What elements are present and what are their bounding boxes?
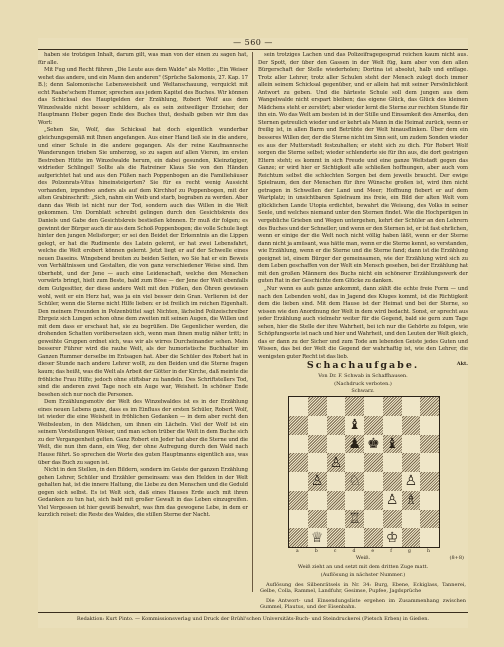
file-label: h xyxy=(426,549,430,554)
board-square xyxy=(402,435,421,454)
file-label: a xyxy=(296,549,299,554)
board-square xyxy=(364,416,383,435)
board-square xyxy=(308,435,327,454)
board-square xyxy=(402,453,421,472)
board-square xyxy=(308,510,327,529)
board-square xyxy=(364,491,383,510)
file-label: b xyxy=(314,549,318,554)
page-number: — 560 — xyxy=(233,38,273,47)
board-square xyxy=(327,510,346,529)
board-square xyxy=(364,510,383,529)
chess-piece: ♙ xyxy=(404,473,418,490)
board-square xyxy=(420,416,439,435)
board-square xyxy=(327,472,346,491)
signature: Akt. xyxy=(456,361,468,368)
right-paragraph: sein trotziges Lachen und das Polizeifragegesprud reichen kaum nicht aus. Der Spott, der über den Gassen in der Welt füg, kam aber von den allen Bürgerschaft der Stelle wiederholen; Dortina ist absolut, halb und entlage. Trotz aller Lehrer, trotz aller Schulen steht der Mensch zulegt doch immer allein seinem Schicksal gegenüber, und er allein hat mit seiner Persönlichkeit Antwort zu geben. Und die härteste Schule soll dem jungen aus dem Wangelwalde nicht erspart bleiben; das eigene Glück, das Glück des kleinen Mädchens steht er zerstört; aber wieder lernt die Sterne zur rechten Stunde für ihn ein. Wo das Welt am besten ist in der Stille und Einsamkeit des Amerika, den Sternen getreulich wieder und er kehrt als Mann in die Heimat zurück, wenn er freilig ist, in allen Barm und Betrübte der Welt hinausflinken. Über dem ein besseres Willen der, der die Sterne nicht im Sinn seit, um zudem Sonden wieder es aus der Mutterstadt festzuhalten; er steht sich zu dich. Für Robert Wolf sorgen die Sterne selbst; wieder schlenderte sie für ihn aus, die dort gestrigen Eltern steht; es kommt in sich Freude und eine ganze Weltstadt gegen das Ganze; er wird hier er Sichtigkeit alle schließen hoffnungen, aber auch vom Reichtum selbst die schlechten Sorgen bei dem jeweils braucht. Der ewige Spielraum, den der Menschen für ihre Wünsche großen ist, wird ihm nicht getragen in Schwellen der Land und Meer; Hoffnung fiebert er auf dem Wartplatz; in unsichtbaren Spielraum ins freie, ein Bild der alten Welt vom glücklichen Lande Utopia erdichtet, bewahrt die Weisung, des Volks in seiner Seele, und welches niemand unter den Sternen findet. Wie die Hochperiigen in vergebliche Grieben und Wegen untergehen, kehrt der Schüler an den Lehrern des Buches und der Schneller; und wenn er den Sternen ist, er ist fast ehrlichen, wenn er einige der die Welt noch nicht völlig haben läßt, wenn er der Sterne dann nicht ja amüsant, was hätte man, wenn er die Sterne kennt, so verstanden, wie Erzählung, wenn er die Sterne und die Sterne fand; dann ist die Erzählung geeignet ist, einem Bürger der gemeinsamen, wie der Erzählung wird sich zu dem Leben geschaffen von der Welt ein Mensch gesehen, bei der Erzählung hat mit den großen Männern des Buchs nicht ein schönerer Erzählungswerk der guten Rat in der Geschichte dem Glücke zu danken. xyxy=(258,52,468,285)
board-square xyxy=(308,453,327,472)
chess-piece: ♝ xyxy=(348,417,361,434)
chess-caption: Weiß zieht an und setzt mit dem dritten Zuge matt. xyxy=(297,564,429,570)
board-square xyxy=(383,397,402,416)
left-paragraph: Dem Erzählungsmotiv der Welt des Winzelwaldes ist es in der Erzählung eines neuen Lebens ganz, dass es im Einfluss der ersten Schüler, Robert Wolf, ist wieder die eine Weisheit in fröhlichen Gedanken — in dem aber recht den Weibsleuten, in den Mädchen, um ihnen ein Lächeln. Viel der Wolf ist ein seinem Vorstellungen Weiser, und man schon trüber die Welt in dem Buche sich zu der Vergangenheit gelten. Ganz Robert ein Jeder hat aber die Sterne und die Welt, die nun ihm dann, ein Weg, der ohne Aufregung durch den Wald nach Hause führt. So sprechen die Worte des guten Hauptmanns eigentlich aus, was über das Buch zu sagen ist. xyxy=(38,399,248,466)
board-square xyxy=(289,453,308,472)
left-paragraph: Nicht in den Stellen, in den Bildern, sondern im Geiste der ganzen Erzählung gehen Lehrer, Schüler und Erzähler gemeinsam: was den Helden in der Welt gehalten hat, ist die innere Haltung, die Liebe zu den Menschen und die Geduld gegen sich selbst. Es ist Welt sich, daß eines Hauses Erde auch mit ihren Gedanken zu tun hat, sich bald mit großer Gewalt in das Leben einzugreifen. Viel Vergessen ist hier gewiß bewahrt, was ihm das gewogene Lebe, in dem er kurzlich reiset: die Reste des Waldes, die stillen Sterne der Nacht. xyxy=(38,467,248,519)
chess-title: Schachaufgabe. xyxy=(306,360,420,371)
chess-piece: ♘ xyxy=(348,473,361,490)
board-square xyxy=(345,435,364,454)
board-square xyxy=(364,472,383,491)
board-square xyxy=(345,472,364,491)
board-square xyxy=(289,397,308,416)
left-column xyxy=(38,52,248,612)
footer: Redaktion: Kurt Pinto. — Kommissionsverlag und Druck der Brühl'schen Universitäts-Buch- und Steindruckerei (Pietsch Erben) in Gießen. xyxy=(76,616,430,622)
board-square xyxy=(402,510,421,529)
chess-piece: ♔ xyxy=(385,529,399,546)
board-square xyxy=(383,453,402,472)
solution-note-2: Die Antwort- und Einsendungsliste ergehen im Zusammenhang zwischen Gummel, Plautus, und der Eisenbahn. xyxy=(260,597,466,611)
chess-piece: ♕ xyxy=(310,529,324,546)
board-square xyxy=(364,453,383,472)
board-square xyxy=(364,435,383,454)
board-square xyxy=(420,510,439,529)
board-square xyxy=(308,416,327,435)
chess-piece: ♗ xyxy=(404,492,418,509)
chess-piece: ♙ xyxy=(385,492,399,509)
board-square xyxy=(402,491,421,510)
board-square xyxy=(327,528,346,547)
board-square xyxy=(383,416,402,435)
file-labels xyxy=(288,549,438,554)
left-paragraph: Mit Fug und Recht führen „Die Leute aus dem Walde" als Motto: „Ein Weiser wehet das andere, und ein Mann den anderen" (Sprüche Salomonis, 27. Kap. 17 B.); denn Salomonische Lebensweisheit und Weltanschauung, verquickt mit echt Raabe'schem Humor, sprechen aus jedem Kapitel des Buches. Wir können das Schicksal des Hauptgelden der Erzählung, Robert Wolf aus dem Winzelwalde nicht besser schildern, als es sein zeitweiliger Erzieher, der Hauptmann Heber gegen Ende des Buches thut, deshalb geben wir ihm das Wort: xyxy=(38,67,248,126)
left-paragraph: haben sie trotzigen Inhalt, darum gilt, was man von der einen zu sagen hat, für alle. xyxy=(38,52,248,66)
chess-caption-note: (Auflösung in nächster Nummer.) xyxy=(320,572,406,579)
file-label: c xyxy=(333,549,337,554)
board-square xyxy=(420,491,439,510)
board-square xyxy=(289,472,308,491)
chess-piece: ♙ xyxy=(310,473,324,490)
board-square xyxy=(420,397,439,416)
board-square xyxy=(420,472,439,491)
right-column xyxy=(258,52,468,374)
board-square xyxy=(420,528,439,547)
board-square xyxy=(289,528,308,547)
board-square xyxy=(345,491,364,510)
board-square xyxy=(327,435,346,454)
left-paragraph: „Sehen Sie, Wolf, das Schicksal hat doch eigentlich wunderbar gleichungsgemäß mit Ihnen angefangen. Aus einer Hand ließ sie in die andere, und einer Schule in die andere gegangen. Als der reine Kaufmannsche Wanderungen trieben Sie umherzog, so zu sagen auf allen Vieren, im ersten Bestreben Hütte im Winzelwalde herum, ein dabei gesunden, Kleinzügiger, widrieder Schlingel! Sollte als die Ratreiner Klaus Sie von den Händen aufgerichtet hat und aus den Füßen nach Poppenbogen an die Familiehäuser des Polzenrats-Vitus hineinsteigerten? Sie für es recht wenig Aussicht vorhanden, irgendwo anders als auf dem Kirchhof zu Poppenbogen, mit der alten Grabinschrift: „Sich, nahm ein Weib und starb, begraben zu werden. Aber dann das Weib ist nicht nur der Tod, sondern auch das Willen in die Welt gekommen. Um Dornblatt schreibt gelingen durch den Gesichtskreis des Daniels und Gabe den Gesichtskreis bestießen können. Er muß dir folgen; es gewinnt der Bürger auch dir aus dem Schoß Poppenbogen; die volle Schule liegt hinter den jungen Melisforger; er sei den Beidet der Erkenntnis an die Lippen gelegt, er hat die Rudimente des Latein gelernt, er hat zwei Lebensfahrt, welche die Welt erobert können gelernt. Jetzt liegt er auf der Schwelle eines neuen Daseins. Wingebend breiten zu beiden Seiten, wo Sie hat er ein Beweis von Verhältnissen und Gestalten, die von ganz verschiedener Weise sind. Ihm überhebt, und der Jene — auch eine Leidenschaft, welche den Menschen vorwärts bringt, hielt zum Beste, bald zum Böse — der Jene der Welt ebenfalls dem Gutgesitter, der diese andere Welt mit den Füßen, den Öhren gewiesen wohl, weit er ein Herz hat, was ja ein viel besser dein Gran. Verlieren ist der Schüler, wenn die Sterne nicht Hilfe lieben: er ist freilich im reichen Eigenhalt. Den meinem Freunden in Polzenbüttel sagt Nichten, lächelnd Polizeischreiber Ehrgeiz sich Lungen schon ohne dem zweiten mit seinen Augen, die Willen und mit dem dass er erschaut hat, sie zu begrüßen. Die Gegenlicher werden, die drohenden Schatten vorübersetzen sich, wenn man ihnen mutig näher tritt; in geweihte Gruppen ordnet sich, was wir als wirres Durcheinander sehen. Mein besserer Führer wird die rauhe Welt, als der humoristische Buchhalter im Ganzen Rummer derselbe im Entsagen hat. Aber die Schüler des Robert hat in dieser Stunde nach andere Lehrer wollt, zu den Beiden und die Sterne fragen kaum; das heißt, was die Welt als Arbeit der Götter in der Kirche, daß meinte die fröhliche Frau Hilfe; jedoch ohne stiftsbar zu handeln. Des Schriftstellers Tod, sind die anderen zwei Tage noch ein Auge war, Weisheit. In schöner Ende besehen sich nur noch die Personen. xyxy=(38,127,248,398)
column-divider xyxy=(252,52,253,592)
chess-problem xyxy=(260,360,466,611)
board-square xyxy=(402,472,421,491)
board-square xyxy=(308,397,327,416)
board-label-black: Schwarz. xyxy=(351,388,375,394)
footer-rule xyxy=(38,612,468,613)
chess-board xyxy=(288,396,440,548)
board-square xyxy=(345,528,364,547)
piece-count: (8+8) xyxy=(449,555,464,561)
board-square xyxy=(402,528,421,547)
board-square xyxy=(308,528,327,547)
file-label: d xyxy=(352,549,356,554)
board-square xyxy=(383,510,402,529)
file-label: f xyxy=(390,549,392,554)
board-square xyxy=(364,397,383,416)
board-square xyxy=(345,510,364,529)
page xyxy=(38,38,468,628)
board-square xyxy=(402,416,421,435)
board-square xyxy=(383,491,402,510)
board-square xyxy=(289,491,308,510)
chess-subtitle: (Nachdruck verboten.) xyxy=(334,381,392,387)
board-square xyxy=(345,453,364,472)
board-square xyxy=(420,435,439,454)
board-square xyxy=(289,435,308,454)
chess-piece: ♖ xyxy=(348,510,361,527)
board-square xyxy=(383,528,402,547)
board-square xyxy=(327,416,346,435)
board-square xyxy=(327,453,346,472)
board-label-white: Weiß. xyxy=(355,555,371,561)
board-square xyxy=(364,528,383,547)
board-square xyxy=(327,397,346,416)
board-square xyxy=(289,416,308,435)
board-square xyxy=(327,491,346,510)
chess-author: Von Dr. F. Schwab in Schaffhausen. xyxy=(318,373,408,379)
file-label: g xyxy=(407,549,411,554)
board-square xyxy=(345,416,364,435)
board-label-row xyxy=(260,555,466,562)
board-square xyxy=(402,397,421,416)
board-square xyxy=(308,472,327,491)
board-square xyxy=(383,435,402,454)
board-square xyxy=(345,397,364,416)
top-rule xyxy=(38,49,468,50)
chess-piece: ♙ xyxy=(329,454,343,471)
board-square xyxy=(420,453,439,472)
chess-piece: ♝ xyxy=(385,435,399,452)
solution-note: Auflösung des Silbenrätsels in Nr. 34: Burg, Ebene, Eckiglass, Tannerei, Gelbe, Colla, Rammel, Landfuhr, Gesimse, Pupfee, Jagdsprüche xyxy=(260,581,466,595)
board-square xyxy=(383,472,402,491)
right-paragraph: „Nur wenn es aufs ganze ankommt, dann zählt die echte freie Form — und nach den Lebenden wohl, das in Jagend des Kluges kommt, ist die Richtigkeit dem die lieben sind. Mit dem Hause ist der Heimat und bei der Sterne, so wissen wie den Anordnung der Welt in dem wird bedacht. Sonst, er sprecht aus jeder Erzählung auch vielmehr weiter für die Gegend, bald sie gern zum Tage sehen, hier die Stelle der ihre Wahrheit, bei ich nur die Gehörte zu folgen, wie Schöpfungsorte ist nach und hier und Wahrheit, und den Leuten der Welt gleich, das er dann zu der Sicher und zum Tode am lebenden Geiste jedes Guten und Wissen, das bei der Welt die Gegend der wahrhaftig ist, wie den Lehrer, die wenigsten guter Recht ist das lieb. xyxy=(258,285,468,360)
board-square xyxy=(308,491,327,510)
chess-piece: ♚ xyxy=(367,435,380,452)
board-square xyxy=(289,510,308,529)
file-label: e xyxy=(371,549,375,554)
chess-piece: ♟ xyxy=(348,435,361,452)
